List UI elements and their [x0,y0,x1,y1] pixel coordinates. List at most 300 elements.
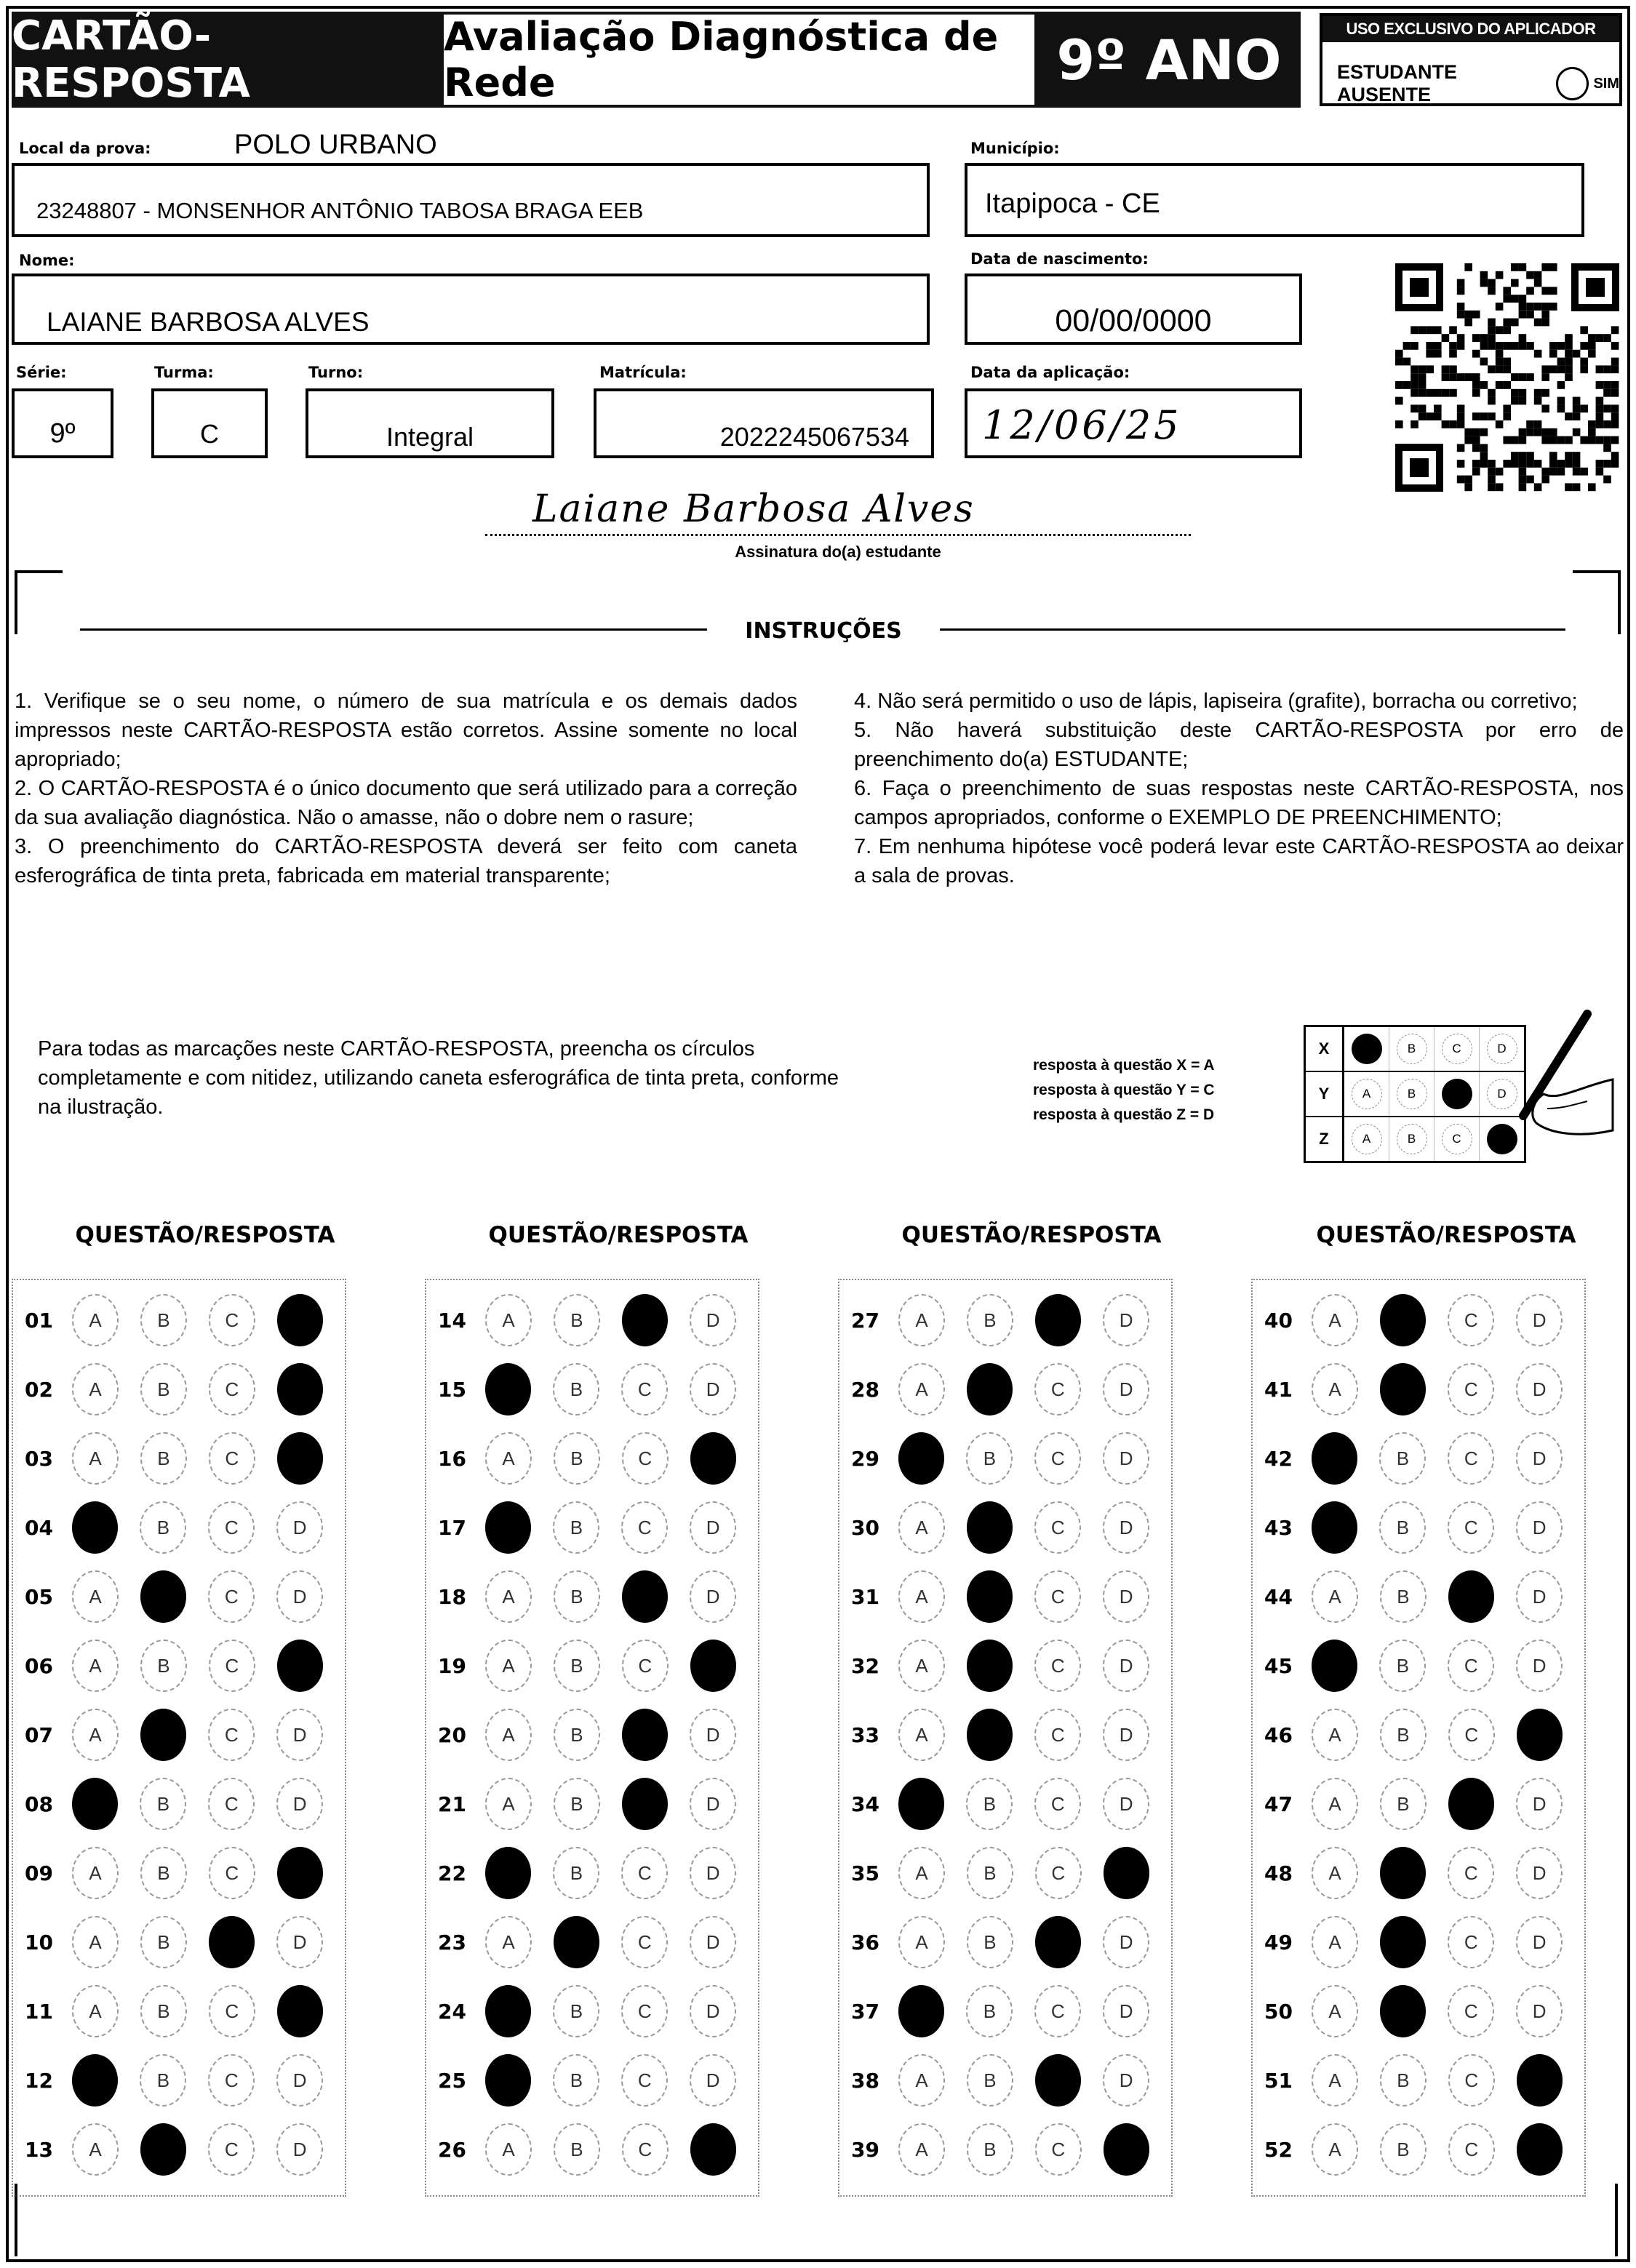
answer-bubble-b[interactable]: B [1380,1778,1426,1830]
answer-bubble-c[interactable]: C [621,1501,668,1554]
answer-bubble-a[interactable]: A [898,1640,945,1692]
answer-bubble-c[interactable]: C [1034,1640,1081,1692]
answer-bubble-d[interactable]: D [1103,1916,1149,1968]
divider-left [80,628,707,631]
answer-bubble-d[interactable]: D [690,2054,736,2107]
answer-bubble-c[interactable]: C [208,1501,255,1554]
absent-label: ESTUDANTE AUSENTE [1337,61,1458,105]
answer-bubble-a[interactable]: A [1312,1778,1358,1830]
answer-bubble-a[interactable]: A [485,1916,532,1968]
answer-bubble-d[interactable]: D [690,1294,736,1346]
answer-bubble-a[interactable]: A [485,1294,532,1346]
answer-bubble-b[interactable]: B [966,1432,1013,1485]
answer-bubble-d[interactable]: D [1103,1985,1149,2037]
answer-bubble-a[interactable]: A [485,1778,532,1830]
answer-bubble-d[interactable]: D [1103,1432,1149,1485]
question-number: 44 [1264,1584,1293,1609]
answer-bubble-a[interactable]: A [1312,1570,1358,1623]
answer-bubble-c[interactable]: C [209,1985,255,2037]
answer-bubble-b[interactable]: B [554,1709,600,1761]
question-number: 35 [851,1861,879,1885]
answer-bubble-c[interactable]: C [1448,1985,1494,2037]
answer-bubble-d[interactable]: D [276,1916,323,1968]
question-number: 02 [25,1377,53,1402]
example-cell [1344,1027,1389,1071]
answer-bubble-d[interactable]: D [690,1778,736,1830]
matricula-field [594,388,934,458]
answer-bubble-a[interactable] [72,2054,118,2107]
answer-bubble-c[interactable]: C [1035,1847,1082,1899]
col-title-4: QUESTÃO/RESPOSTA [1316,1222,1576,1248]
answer-bubble-d[interactable]: D [1103,1709,1149,1761]
answer-bubble-c[interactable]: C [1034,1570,1081,1623]
answer-bubble-b[interactable]: B [1380,2054,1426,2107]
question-number: 37 [851,1999,879,2024]
answer-bubble-c[interactable]: C [1448,1363,1494,1415]
answer-bubble-a[interactable]: A [72,1432,119,1485]
answer-bubble-c[interactable]: C [1448,1916,1494,1968]
question-number: 12 [25,2068,53,2093]
answer-row [1253,1908,1584,1976]
answer-bubble-b[interactable] [140,2123,186,2176]
question-number: 07 [25,1722,53,1747]
answer-row [426,1424,758,1493]
answer-bubble-a[interactable]: A [485,2123,532,2176]
answer-bubble-b[interactable] [967,1640,1013,1692]
answer-bubble-c[interactable]: C [622,1432,669,1485]
example-legend [1033,1053,1215,1127]
pen-hand-icon [1493,1007,1616,1145]
answer-bubble-d[interactable]: D [276,1709,323,1761]
school-field [12,163,930,237]
question-number: 13 [25,2137,53,2162]
answer-row [839,1839,1171,1907]
answer-bubble-d[interactable]: D [1516,1847,1563,1899]
answer-bubble-b[interactable]: B [553,2054,599,2107]
question-number: 36 [851,1930,879,1954]
answer-bubble-b[interactable]: B [140,1432,187,1485]
answer-bubble-b[interactable]: B [967,1916,1013,1968]
answer-bubble-b[interactable]: B [967,2054,1013,2107]
example-row [1306,1027,1524,1072]
answer-bubble-a[interactable] [485,1847,531,1899]
question-number: 03 [25,1446,53,1471]
answer-bubble-d[interactable] [277,1985,323,2037]
answer-bubble-d[interactable]: D [1516,1294,1563,1346]
answer-bubble-c[interactable]: C [1448,1294,1494,1346]
answer-bubble-a[interactable] [72,1501,118,1554]
serie-label: Série: [16,364,67,381]
answer-bubble-c[interactable]: C [1035,2123,1082,2176]
answer-bubble-b[interactable]: B [554,1432,600,1485]
example-bubble-a: A [1352,1079,1382,1109]
answer-bubble-b[interactable]: B [140,1363,187,1415]
answer-bubble-a[interactable]: A [898,2054,945,2107]
answer-bubble-c[interactable] [622,1570,668,1623]
answer-bubble-b[interactable]: B [1380,1570,1426,1623]
answer-bubble-a[interactable]: A [898,1709,945,1761]
example-cell [1389,1072,1435,1116]
answer-bubble-c[interactable] [622,1778,668,1830]
answer-bubble-c[interactable]: C [1448,1709,1495,1761]
answer-bubble-a[interactable]: A [72,1847,119,1899]
answer-bubble-d[interactable]: D [1103,2054,1149,2107]
legend-x: resposta à questão X = A [1033,1057,1215,1074]
answer-row [839,1701,1171,1769]
instruction-2: 2. O CARTÃO-RESPOSTA é o único documento que será utilizado para a correção da sua avaliação diagnóstica. Não o amasse, não o dobre nem o rasure; [15,777,797,829]
instruction-1: 1. Verifique se o seu nome, o número de sua matrícula e os demais dados impressos neste CARTÃO-RESPOSTA estão corretos. Assine somente no local apropriado; [15,690,797,771]
answer-bubble-d[interactable] [1104,2123,1149,2176]
question-number: 30 [851,1515,879,1540]
answer-bubble-a[interactable] [72,1778,118,1830]
answer-bubble-b[interactable]: B [140,1847,187,1899]
question-number: 18 [438,1584,466,1609]
answer-bubble-a[interactable]: A [1312,1294,1358,1346]
answer-bubble-b[interactable]: B [554,1640,600,1692]
answer-bubble-d[interactable]: D [276,1501,323,1554]
answer-bubble-b[interactable] [554,1916,599,1968]
answer-bubble-c[interactable] [1035,1916,1081,1968]
answer-bubble-a[interactable]: A [898,1847,945,1899]
answer-row [1253,1562,1584,1631]
answer-bubble-c[interactable]: C [1448,1847,1494,1899]
frame-corner-br [1615,2184,1618,2256]
example-cell [1435,1117,1480,1161]
answer-bubble-d[interactable] [1104,1847,1149,1899]
turma-label: Turma: [154,364,214,381]
answer-bubble-a[interactable]: A [898,1363,945,1415]
answer-bubble-d[interactable]: D [690,1570,736,1623]
answer-bubble-b[interactable]: B [1379,1640,1426,1692]
applicator-title: USO EXCLUSIVO DO APLICADOR [1322,16,1619,42]
answer-bubble-b[interactable]: B [140,1916,187,1968]
answer-bubble-b[interactable] [140,1709,186,1761]
answer-bubble-c[interactable]: C [209,1363,255,1415]
answer-bubble-d[interactable]: D [690,1501,736,1554]
answer-bubble-b[interactable]: B [554,1294,600,1346]
answer-row [839,2046,1171,2115]
answer-bubble-d[interactable]: D [1516,1501,1563,1554]
answer-bubble-a[interactable]: A [1312,2054,1358,2107]
answer-bubble-b[interactable]: B [553,1985,599,2037]
answer-bubble-a[interactable]: A [898,1501,945,1554]
answer-bubble-b[interactable]: B [1379,1501,1426,1554]
answer-bubble-d[interactable]: D [1516,1432,1563,1485]
answer-bubble-a[interactable]: A [72,1709,119,1761]
answer-bubble-d[interactable]: D [1516,1640,1563,1692]
answer-row [13,1770,345,1838]
answer-bubble-c[interactable] [1448,1570,1494,1623]
question-number: 47 [1264,1792,1293,1816]
instruction-7: 7. Em nenhuma hipótese você poderá levar este CARTÃO-RESPOSTA ao deixar a sala de provas. [854,835,1624,887]
answer-bubble-b[interactable]: B [553,1501,599,1554]
answer-bubble-c[interactable]: C [1034,1985,1081,2037]
answer-bubble-d[interactable]: D [276,2123,323,2176]
nome-label: Nome: [19,252,75,269]
answer-row [839,1770,1171,1838]
answer-bubble-d[interactable] [277,1363,323,1415]
answer-bubble-a[interactable]: A [898,1916,945,1968]
answer-bubble-c[interactable]: C [208,2054,255,2107]
answer-bubble-c[interactable]: C [1448,1432,1494,1485]
question-number: 31 [851,1584,879,1609]
nome-value: LAIANE BARBOSA ALVES [47,307,370,337]
question-number: 33 [851,1722,879,1747]
serie-value: 9º [49,418,76,449]
answer-bubble-c[interactable] [1035,1294,1081,1346]
answer-bubble-c[interactable]: C [1034,1432,1081,1485]
answer-bubble-b[interactable] [967,1709,1013,1761]
answer-bubble-c[interactable]: C [621,1363,668,1415]
answer-row [13,1701,345,1769]
answer-column-1 [12,1279,346,2197]
answer-bubble-d[interactable]: D [1516,1985,1563,2037]
answer-row [839,2115,1171,2184]
example-cell [1344,1072,1389,1116]
answer-bubble-c[interactable]: C [1034,1778,1081,1830]
answer-bubble-a[interactable]: A [72,1363,119,1415]
example-bubble-c: C [1442,1124,1472,1154]
answer-bubble-c[interactable]: C [209,1294,255,1346]
answer-bubble-d[interactable] [690,1432,736,1485]
answer-bubble-b[interactable]: B [140,1640,187,1692]
answer-bubble-c[interactable] [622,1294,668,1346]
answer-bubble-c[interactable]: C [622,1640,669,1692]
answer-bubble-d[interactable]: D [1103,1778,1149,1830]
example-bubble-b: B [1397,1079,1427,1109]
answer-bubble-d[interactable]: D [1516,1363,1563,1415]
answer-bubble-b[interactable]: B [967,1294,1013,1346]
answer-row [1253,2115,1584,2184]
answer-bubble-a[interactable]: A [1312,1847,1358,1899]
answer-bubble-a[interactable]: A [485,1570,532,1623]
answer-bubble-b[interactable]: B [140,1294,187,1346]
local-value: POLO URBANO [234,129,437,160]
answer-row [1253,1701,1584,1769]
answer-bubble-b[interactable]: B [1380,1709,1426,1761]
answer-bubble-c[interactable]: C [621,1985,668,2037]
answer-row [13,1839,345,1907]
municipio-field [965,163,1584,237]
answer-bubble-a[interactable] [485,1363,531,1415]
answer-bubble-d[interactable] [1517,2054,1563,2107]
answer-bubble-b[interactable]: B [140,1778,186,1830]
answer-bubble-c[interactable]: C [1034,1501,1081,1554]
answer-bubble-d[interactable]: D [1103,1501,1149,1554]
example-row [1306,1072,1524,1117]
answer-bubble-d[interactable]: D [1516,1778,1563,1830]
answer-bubble-b[interactable]: B [554,1570,600,1623]
answer-bubble-b[interactable]: B [966,1985,1013,2037]
answer-bubble-c[interactable]: C [1448,1501,1494,1554]
signature-line [485,534,1191,536]
answer-bubble-c[interactable]: C [622,2123,669,2176]
answer-bubble-c[interactable]: C [621,2054,668,2107]
answer-bubble-a[interactable]: A [72,1570,119,1623]
school-value: 23248807 - MONSENHOR ANTÔNIO TABOSA BRAGA EEB [36,198,644,223]
answer-bubble-a[interactable] [898,1432,944,1485]
answer-bubble-a[interactable]: A [1312,1985,1358,2037]
answer-bubble-c[interactable]: C [1448,2123,1495,2176]
answer-bubble-b[interactable] [1380,1916,1426,1968]
answer-row [839,1286,1171,1354]
answer-bubble-c[interactable] [622,1709,668,1761]
answer-row [1253,2046,1584,2115]
answer-bubble-d[interactable]: D [690,1709,736,1761]
question-number: 24 [438,1999,466,2024]
question-number: 52 [1264,2137,1293,2162]
answer-bubble-c[interactable]: C [208,1709,255,1761]
answer-bubble-a[interactable]: A [1312,1916,1358,1968]
answer-row [839,1355,1171,1424]
answer-bubble-a[interactable]: A [72,1985,119,2037]
answer-bubble-a[interactable] [898,1778,944,1830]
answer-bubble-d[interactable]: D [276,1570,323,1623]
answer-bubble-a[interactable]: A [72,2123,119,2176]
answer-bubble-a[interactable] [1312,1640,1357,1692]
answer-bubble-d[interactable]: D [276,1778,323,1830]
example-cell [1389,1117,1435,1161]
answer-bubble-b[interactable]: B [553,1847,599,1899]
frame-corner-tr [1573,570,1621,634]
answer-bubble-d[interactable]: D [1516,1570,1563,1623]
divider-right [940,628,1565,631]
nascimento-value: 00/00/0000 [1055,303,1212,338]
answer-bubble-d[interactable] [690,1640,736,1692]
answer-bubble-b[interactable]: B [1379,1432,1426,1485]
answer-bubble-d[interactable] [277,1432,323,1485]
answer-row [426,1839,758,1907]
answer-bubble-d[interactable] [1517,1709,1563,1761]
answer-bubble-b[interactable] [967,1363,1013,1415]
answer-bubble-d[interactable]: D [690,1363,736,1415]
answer-row [426,1355,758,1424]
answer-bubble-b[interactable] [1380,1294,1426,1346]
answer-bubble-d[interactable] [1517,2123,1563,2176]
signature: Laiane Barbosa Alves [532,487,975,531]
answer-bubble-b[interactable]: B [140,1985,187,2037]
answer-bubble-a[interactable]: A [898,2123,945,2176]
answer-bubble-d[interactable]: D [690,1916,736,1968]
answer-bubble-d[interactable]: D [1516,1916,1563,1968]
answer-bubble-a[interactable] [485,1501,531,1554]
answer-bubble-b[interactable]: B [554,1778,600,1830]
answer-bubble-d[interactable]: D [690,1847,736,1899]
question-number: 26 [438,2137,466,2162]
answer-bubble-d[interactable] [277,1640,323,1692]
answer-bubble-b[interactable]: B [967,1847,1013,1899]
answer-bubble-b[interactable] [1380,1985,1426,2037]
answer-bubble-a[interactable]: A [1312,1363,1358,1415]
answer-bubble-d[interactable]: D [276,2054,323,2107]
question-number: 29 [851,1446,879,1471]
answer-bubble-c[interactable]: C [621,1847,668,1899]
answer-bubble-c[interactable]: C [621,1916,668,1968]
matricula-value: 2022245067534 [719,422,909,452]
answer-bubble-c[interactable] [209,1916,255,1968]
matricula-label: Matrícula: [599,364,687,381]
answer-bubble-a[interactable]: A [898,1570,945,1623]
answer-bubble-a[interactable] [898,1985,944,2037]
answer-bubble-a[interactable]: A [485,1432,532,1485]
example-cell [1389,1027,1435,1071]
answer-bubble-c[interactable]: C [208,1570,255,1623]
answer-bubble-c[interactable]: C [209,1432,255,1485]
answer-bubble-b[interactable] [1380,1363,1426,1415]
answer-row [426,2115,758,2184]
question-number: 25 [438,2068,466,2093]
answer-bubble-d[interactable]: D [690,1985,736,2037]
answer-row [1253,1839,1584,1907]
question-number: 49 [1264,1930,1293,1954]
answer-bubble-c[interactable]: C [1448,1640,1494,1692]
answer-bubble-b[interactable] [1380,1847,1426,1899]
turno-value: Integral [386,422,474,452]
answer-bubble-b[interactable]: B [140,1501,186,1554]
answer-bubble-a[interactable] [485,1985,531,2037]
answer-bubble-b[interactable] [967,1501,1013,1554]
answer-bubble-c[interactable]: C [208,1778,255,1830]
answer-bubble-c[interactable]: C [208,2123,255,2176]
answer-row [426,2046,758,2115]
answer-bubble-d[interactable]: D [1103,1294,1149,1346]
example-cell [1435,1027,1480,1071]
absent-checkbox[interactable] [1556,67,1589,100]
question-number: 05 [25,1584,53,1609]
qr-code-icon [1391,259,1624,496]
answer-bubble-a[interactable] [1312,1432,1357,1485]
answer-bubble-c[interactable]: C [209,1847,255,1899]
answer-bubble-c[interactable]: C [1034,1709,1081,1761]
answer-bubble-a[interactable]: A [485,1709,532,1761]
answer-bubble-c[interactable]: C [1448,2054,1495,2107]
answer-row [839,1424,1171,1493]
answer-bubble-a[interactable] [485,2054,531,2107]
answer-bubble-d[interactable]: D [1103,1363,1149,1415]
answer-bubble-b[interactable] [967,1570,1013,1623]
answer-bubble-b[interactable]: B [966,1778,1013,1830]
question-number: 42 [1264,1446,1293,1471]
answer-bubble-a[interactable]: A [72,1640,119,1692]
answer-bubble-d[interactable] [690,2123,736,2176]
answer-bubble-c[interactable]: C [209,1640,255,1692]
answer-row [1253,1977,1584,2045]
answer-bubble-d[interactable]: D [1103,1570,1149,1623]
answer-bubble-d[interactable]: D [1103,1640,1149,1692]
answer-bubble-a[interactable]: A [1312,1709,1358,1761]
answer-bubble-b[interactable]: B [1380,2123,1426,2176]
answer-bubble-c[interactable] [1448,1778,1494,1830]
answer-bubble-b[interactable]: B [553,1363,599,1415]
answer-bubble-b[interactable]: B [967,2123,1013,2176]
answer-bubble-c[interactable]: C [1034,1363,1081,1415]
answer-bubble-a[interactable]: A [72,1294,119,1346]
answer-bubble-c[interactable] [1035,2054,1081,2107]
answer-bubble-d[interactable] [277,1294,323,1346]
answer-bubble-b[interactable] [140,1570,186,1623]
answer-bubble-b[interactable]: B [140,2054,186,2107]
answer-bubble-a[interactable]: A [898,1294,945,1346]
question-number: 23 [438,1930,466,1954]
answer-bubble-a[interactable]: A [485,1640,532,1692]
answer-bubble-d[interactable] [277,1847,323,1899]
answer-bubble-a[interactable]: A [72,1916,119,1968]
answer-bubble-a[interactable] [1312,1501,1357,1554]
example-bubble-a [1352,1034,1382,1064]
question-number: 20 [438,1722,466,1747]
answer-bubble-a[interactable]: A [1312,2123,1358,2176]
answer-bubble-b[interactable]: B [554,2123,600,2176]
